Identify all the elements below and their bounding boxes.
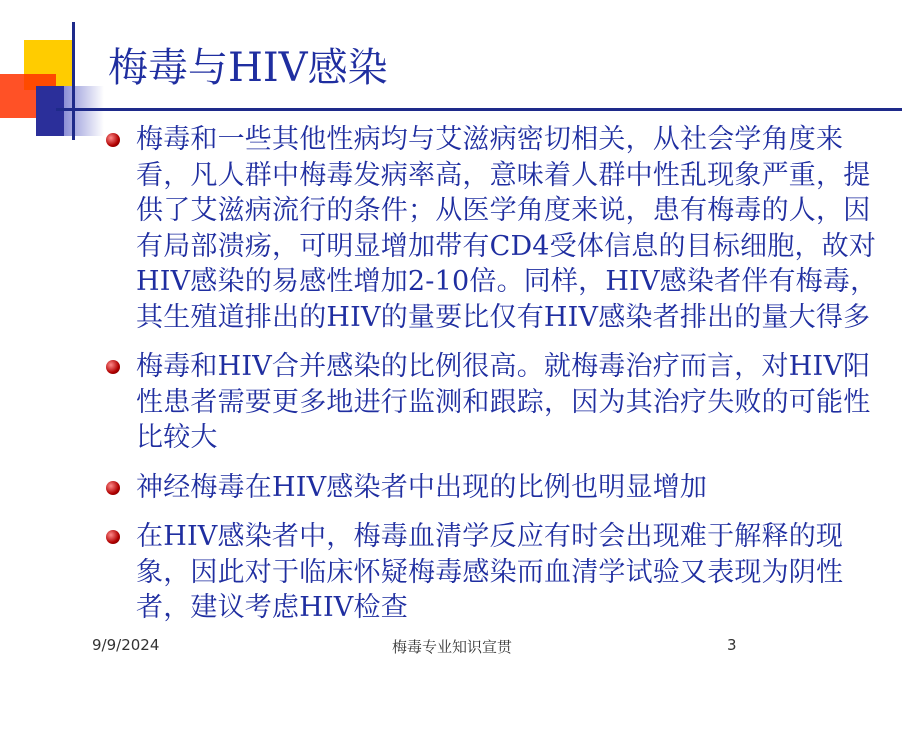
- list-item: [104, 122, 884, 335]
- footer-date: 9/9/2024: [92, 636, 160, 654]
- list-item: [104, 349, 884, 456]
- page-number: 3: [727, 636, 737, 654]
- bullet-text: 梅毒和HIV合并感染的比例很高。就梅毒治疗而言，对HIV阳性患者需要更多地进行监测和跟踪，因为其治疗失败的可能性比较大: [136, 351, 871, 453]
- bullet-icon: [106, 530, 120, 544]
- slide-title: 梅毒与HIV感染: [108, 45, 388, 91]
- decor-vertical-line: [72, 22, 75, 140]
- decor-gradient-square: [64, 86, 104, 136]
- bullet-icon: [106, 133, 120, 147]
- list-item: [104, 519, 884, 626]
- list-item: [104, 470, 884, 506]
- bullet-icon: [106, 360, 120, 374]
- bullet-list: [104, 122, 884, 640]
- footer-title: 梅毒专业知识宣贯: [392, 638, 513, 656]
- bullet-text: 梅毒和一些其他性病均与艾滋病密切相关，从社会学角度来看，凡人群中梅毒发病率高，意味着人群中性乱现象严重，提供了艾滋病流行的条件；从医学角度来说，患有梅毒的人，因有局部溃疡，可明显增加带有CD4受体信息的目标细胞，故对HIV感染的易感性增加2-10倍。同样，HIV感染者伴有梅毒，其生殖道排出的HIV的量要比仅有HIV感染者排出的量大得多: [136, 124, 878, 333]
- bullet-text: 在HIV感染者中，梅毒血清学反应有时会出现难于解释的现象，因此对于临床怀疑梅毒感染而血清学试验又表现为阴性者，建议考虑HIV检查: [136, 521, 844, 623]
- bullet-text: 神经梅毒在HIV感染者中出现的比例也明显增加: [136, 471, 708, 503]
- title-underline: [56, 108, 902, 111]
- bullet-icon: [106, 481, 120, 495]
